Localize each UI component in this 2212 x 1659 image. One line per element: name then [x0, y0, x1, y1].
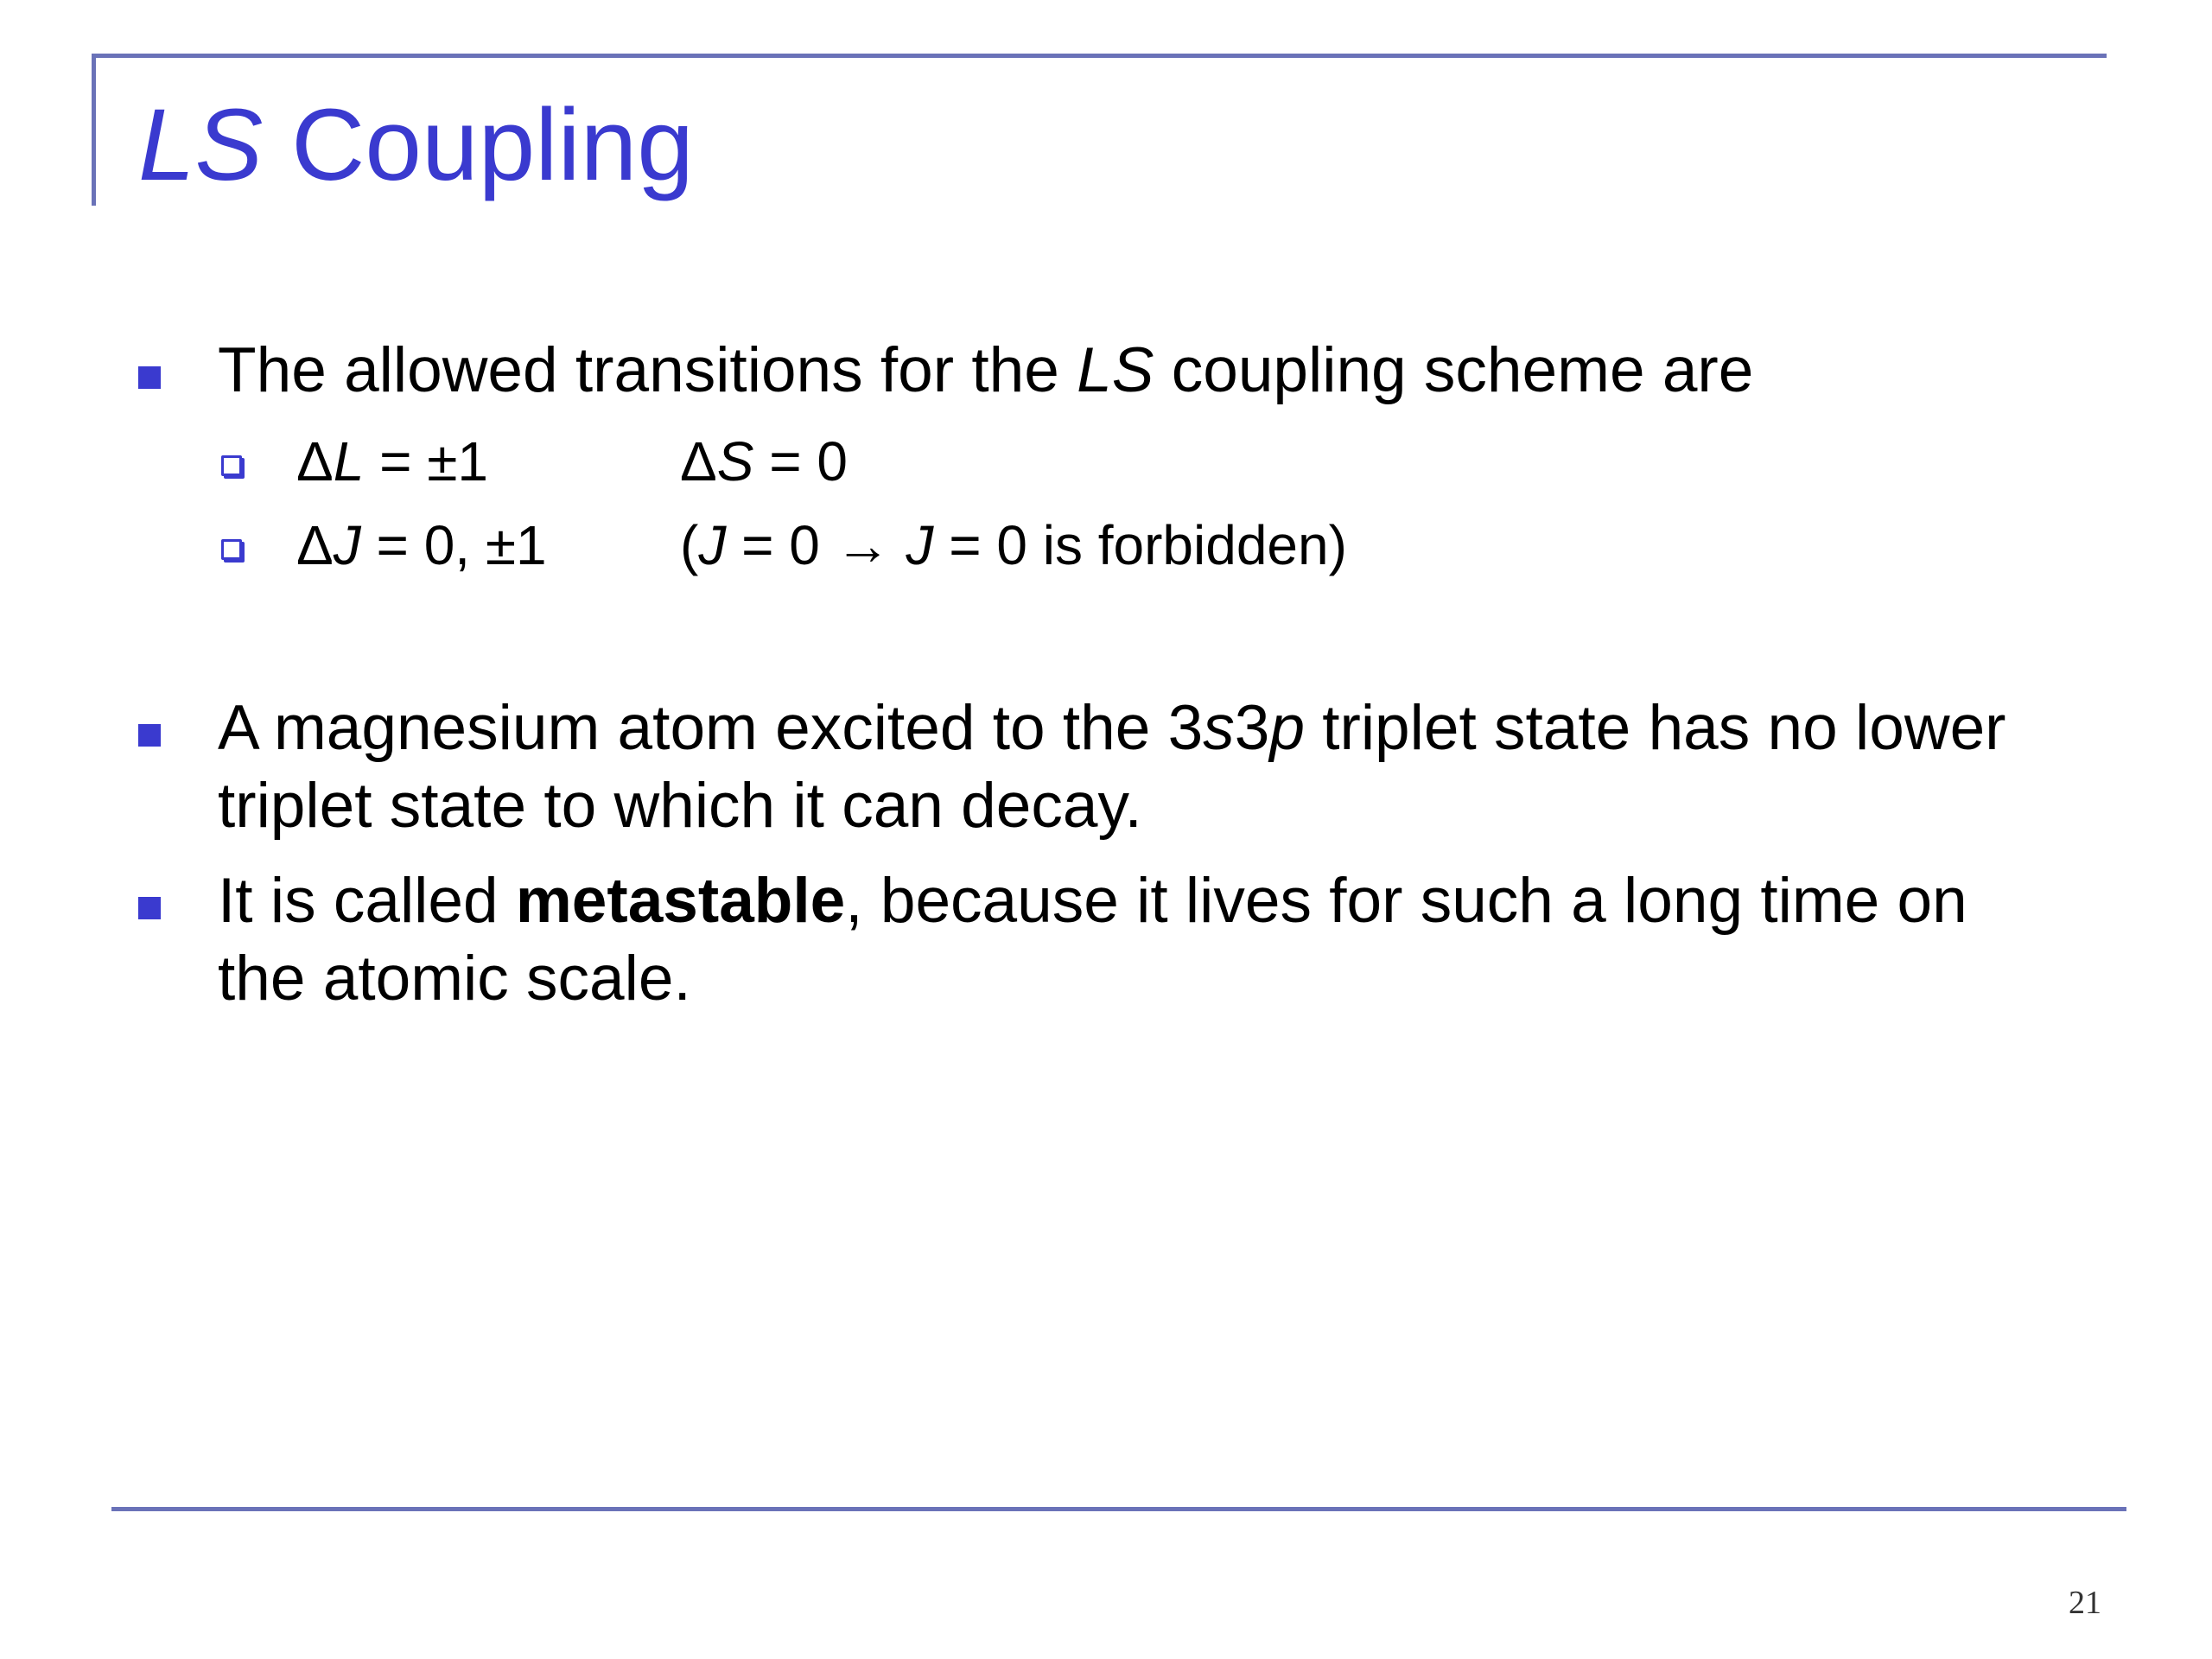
rule-value: = 0, ±1	[360, 514, 547, 576]
rule-variable: L	[333, 430, 365, 493]
delta-symbol: Δ	[296, 514, 334, 576]
rule-delta-j	[296, 511, 547, 580]
bullet-square-icon	[138, 897, 161, 919]
bullet-text-italic: s	[1203, 693, 1235, 763]
rule-value: = ±1	[364, 430, 488, 493]
bullet-text-magnesium-line2: triplet state to which it can decay.	[218, 771, 1142, 841]
bullet-text-magnesium	[218, 690, 2005, 767]
rule-value: = 0	[753, 430, 848, 493]
title-italic-part: LS	[138, 88, 264, 202]
rule-variable: J	[698, 514, 727, 576]
sub-bullet-square-icon	[221, 539, 242, 560]
bullet-text-part: A magnesium atom excited to the 3	[218, 693, 1204, 763]
rule-variable: J	[906, 514, 934, 576]
title-rest: Coupling	[263, 88, 694, 202]
note-part: = 0 is forbidden)	[933, 514, 1347, 576]
delta-symbol: Δ	[680, 430, 717, 493]
delta-symbol: Δ	[296, 430, 334, 493]
bullet-text-part: It is called	[218, 866, 516, 936]
bullet-text-allowed-transitions	[218, 332, 1753, 410]
bullet-text-part: The allowed transitions for the	[218, 335, 1077, 405]
rule-delta-l	[296, 427, 488, 496]
title-frame-top-line	[92, 54, 2107, 58]
bullet-text-bold: metastable	[515, 866, 846, 936]
bullet-text-part: coupling scheme are	[1154, 335, 1754, 405]
bullet-square-icon	[138, 366, 161, 389]
rule-variable: S	[716, 430, 754, 493]
bullet-text-metastable-line2: the atomic scale.	[218, 944, 691, 1014]
bullet-text-part: , because it lives for such a long time on	[845, 866, 1967, 936]
page-number: 21	[2069, 1585, 2101, 1621]
bullet-text-part: 3	[1234, 693, 1270, 763]
footer-divider	[111, 1507, 2126, 1511]
note-part: (	[680, 514, 699, 576]
bullet-text-italic: LS	[1077, 335, 1154, 405]
rule-variable: J	[333, 514, 361, 576]
note-part: = 0 →	[726, 514, 906, 576]
slide-title	[138, 85, 694, 206]
rule-delta-s	[680, 427, 848, 496]
title-frame-left-line	[92, 54, 96, 206]
bullet-text-italic: p	[1269, 693, 1305, 763]
bullet-text-metastable	[218, 862, 1967, 940]
bullet-text-part: triplet state has no lower	[1304, 693, 2006, 763]
rule-forbidden-note	[680, 511, 1347, 580]
sub-bullet-square-icon	[221, 455, 242, 476]
bullet-square-icon	[138, 724, 161, 747]
